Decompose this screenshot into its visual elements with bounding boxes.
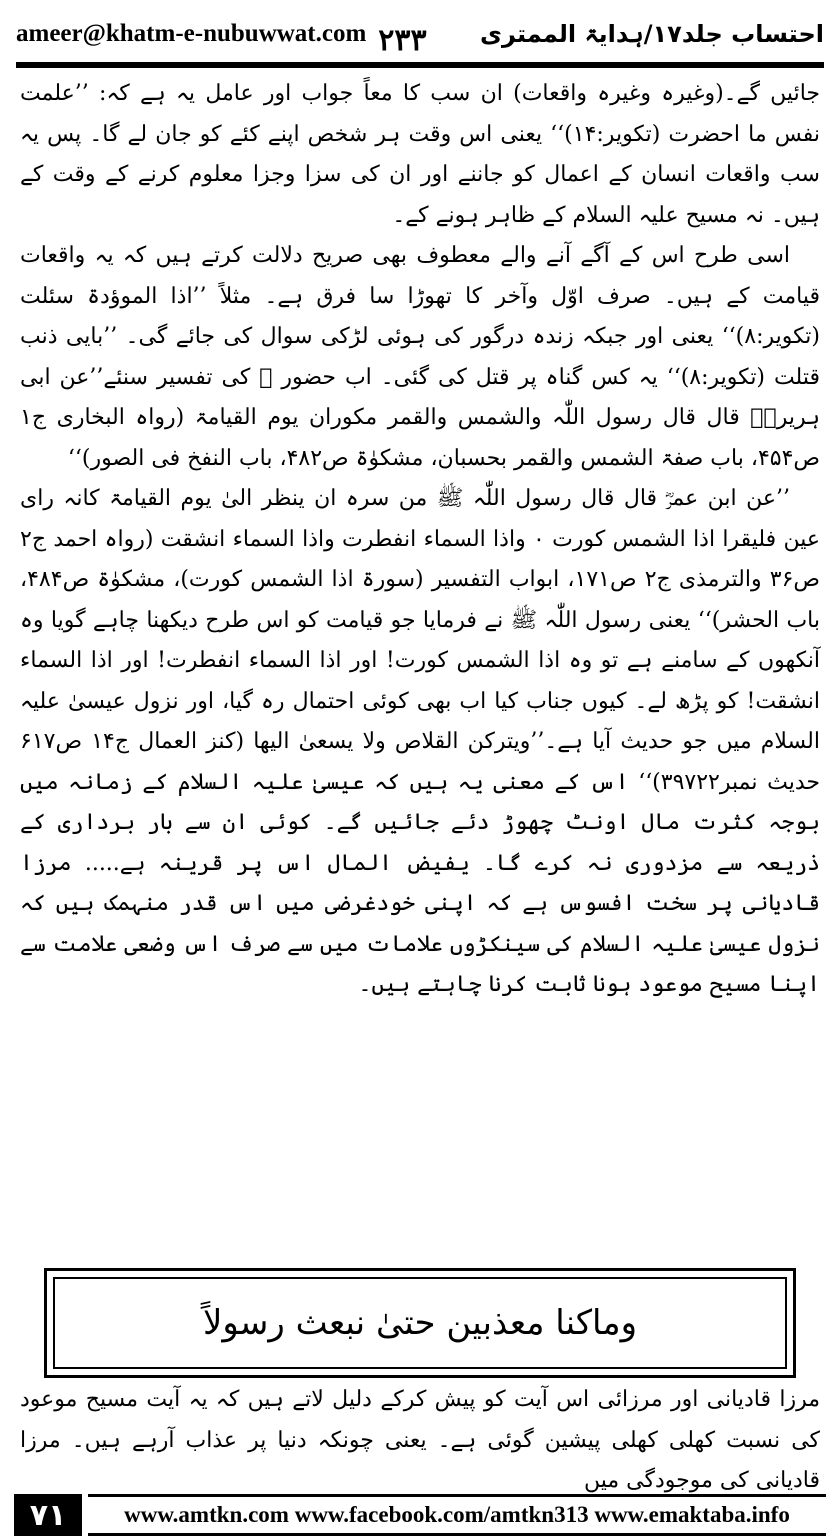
paragraph: مرزا قادیانی اور مرزائی اس آیت کو پیش کرکے دلیل لاتے ہیں کہ یہ آیت مسیح موعود کی نسبت کھلی کھلی پیشین گوئی ہے۔ یعنی چونکہ دنیا پر عذاب آرہے ہیں۔ مرزا قادیانی کی موجودگی میں [20, 1387, 820, 1493]
paragraph: جائیں گے۔(وغیرہ وغیرہ واقعات) ان سب کا معاً جواب اور عامل یہ ہے کہ: ’’علمت نفس ما احضرت (تکویر:۱۴)‘‘ یعنی اس وقت ہر شخص اپنے کئے کو جان لے گا۔ پس یہ سب واقعات انسان کے اعمال کو جاننے اور ان کی سزا وجزا معلوم کرنے کے وقت کے ہیں۔ نہ مسیح علیہ السلام کے ظاہر ہونے کے۔ [20, 81, 820, 228]
page-footer [14, 1494, 826, 1536]
paragraph: اسی طرح اس کے آگے آنے والے معطوف بھی صریح دلالت کرتے ہیں کہ یہ واقعات قیامت کے ہیں۔ صرف اوّل وآخر کا تھوڑا سا فرق ہے۔ مثلاً ’’اذا الموؤدۃ سئلت (تکویر:۸)‘‘ یعنی اور جبکہ زندہ درگور کی ہوئی لڑکی سوال کی جائے گی۔ ’’بایی ذنب قتلت (تکویر:۸)‘‘ یہ کس گناہ پر قتل کی گئی۔ اب حضور ﷺ کی تفسیر سنئے’’عن ابی ہریرۃؓ قال قال رسول اللّٰہ والشمس والقمر مکوران یوم القیامۃ (رواہ البخاری ج۱ ص۴۵۴، باب صفۃ الشمس والقمر بحسبان، مشکوٰۃ ص۴۸۲، باب النفخ فی الصور)‘‘ [20, 243, 820, 471]
after-text [20, 1380, 820, 1502]
verse-box-inner [53, 1277, 787, 1369]
footer-page-number: ۷۱ [14, 1494, 82, 1536]
page-header [16, 0, 824, 58]
header-title: احتساب جلد۱۷/ہدایۃ الممتری [480, 20, 824, 48]
verse-box [44, 1268, 796, 1378]
main-text [20, 74, 820, 1006]
header-left [16, 20, 427, 58]
header-rule [16, 62, 824, 68]
header-page-number: ۲۳۳ [378, 23, 427, 58]
paragraph: ’’عن ابن عمرؓ قال قال رسول اللّٰہ ﷺ من سرہ ان ینظر الیٰ یوم القیامۃ کانہ رای عین فلیقرا اذا الشمس کورت ۰ واذا السماء انفطرت واذا السماء انشقت (رواہ احمد ج۲ ص۳۶ والترمذی ج۲ ص۱۷۱، ابواب التفسیر (سورۃ اذا الشمس کورت)، مشکوٰۃ ص۴۸۴، باب الحشر)‘‘ یعنی رسول اللّٰہ ﷺ نے فرمایا جو قیامت کو اس طرح دیکھنا چاہے گویا وہ آنکھوں کے سامنے ہے تو وہ اذا الشمس کورت! اور اذا السماء انفطرت! اور اذا السماء انشقت! کو پڑھ لے۔ کیوں جناب کیا اب بھی کوئی احتمال رہ گیا، اور نزول عیسیٰ علیہ السلام میں جو حدیث آیا ہے۔’’ویترکن القلاص ولا یسعیٰ الیھا (کنز العمال ج۱۴ ص۶۱۷ حدیث نمبر۳۹۷۲۲)‘‘ اس کے معنی یہ ہیں کہ عیسیٰ علیہ السلام کے زمانہ میں بوجہ کثرت مال اونٹ چھوڑ دئے جائیں گے۔ کوئی ان سے بار برداری کے ذریعہ سے مزدوری نہ کرے گا۔ یفیض المال اس پر قرینہ ہے..... مرزا قادیانی پر سخت افسوس ہے کہ اپنی خودغرضی میں اس قدر منہمک ہیں کہ نزول عیسیٰ علیہ السلام کی سینکڑوں علامات میں سے صرف اس وضعی علامت سے اپنا مسیح موعود ہونا ثابت کرنا چاہتے ہیں۔ [20, 486, 821, 997]
header-email[interactable]: ameer@khatm-e-nubuwwat.com [16, 20, 367, 47]
footer-links[interactable]: www.amtkn.com www.facebook.com/amtkn313 www.emaktaba.info [88, 1494, 826, 1536]
verse-heading: وماکنا معذبین حتیٰ نبعث رسولاً [202, 1303, 638, 1343]
